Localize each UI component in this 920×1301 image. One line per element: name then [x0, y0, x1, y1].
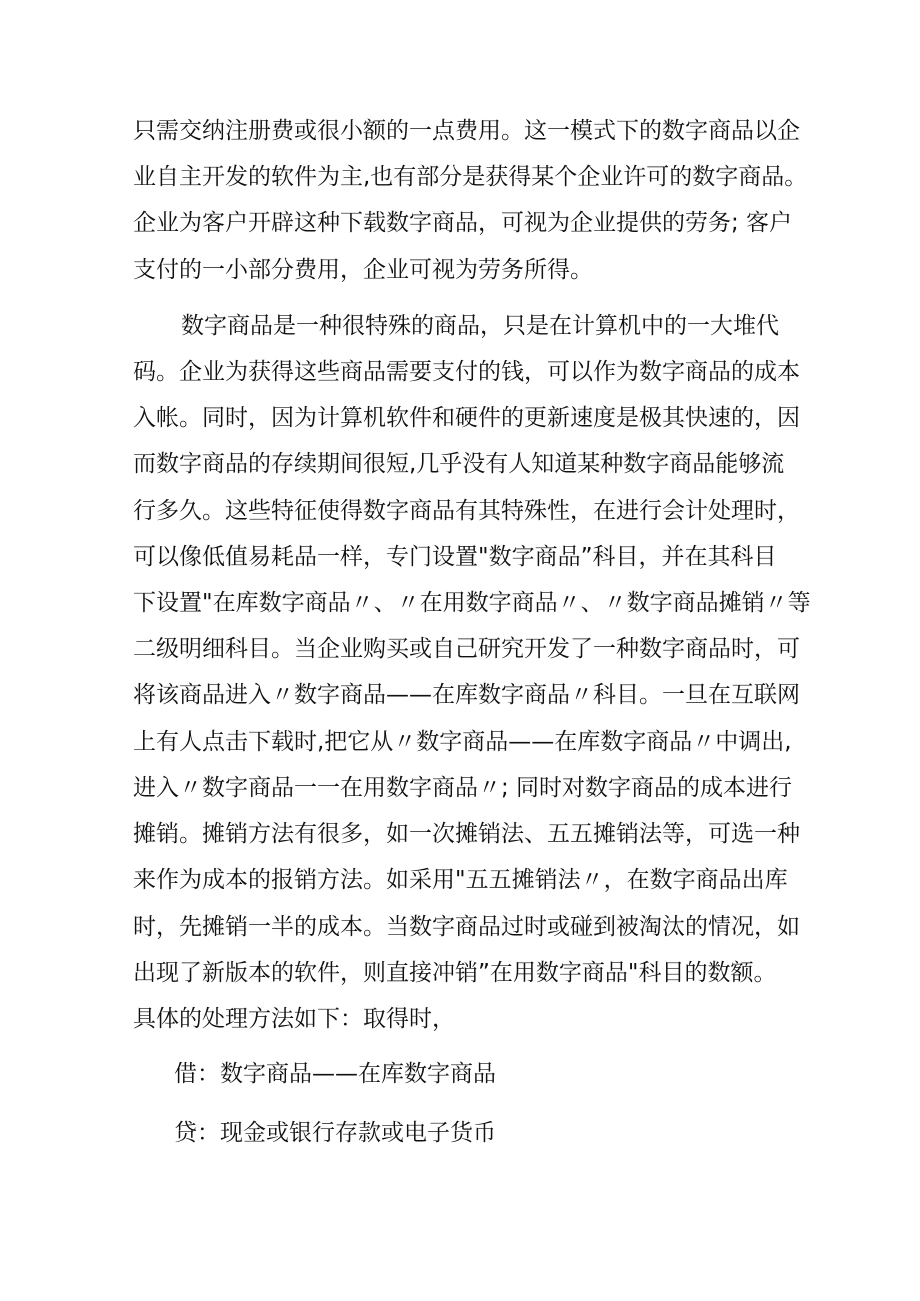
paragraph-line: 上有人点击下载时,把它从〃数字商品——在库数字商品〃中调出, [133, 729, 792, 755]
credit-entry: 贷：现金或银行存款或电子货币 [174, 1120, 496, 1146]
paragraph-line: 而数字商品的存续期间很短,几乎没有人知道某种数字商品能够流 [133, 451, 785, 477]
paragraph-line: 下设置"在库数字商品〃、〃在用数字商品〃、〃数字商品摊销〃等 [133, 590, 811, 616]
paragraph-line: 将该商品进入〃数字商品——在库数字商品〃科目。一旦在互联网 [133, 682, 800, 708]
paragraph-line: 具体的处理方法如下：取得时， [133, 1006, 455, 1032]
paragraph-line: 行多久。这些特征使得数字商品有其特殊性，在进行会计处理时， [133, 498, 800, 524]
paragraph-line: 摊销。摊销方法有很多，如一次摊销法、五五摊销法等，可选一种 [133, 821, 800, 847]
paragraph-line: 进入〃数字商品一一在用数字商品〃; 同时对数字商品的成本进行 [133, 775, 793, 801]
paragraph-line: 只需交纳注册费或很小额的一点费用。这一模式下的数字商品以企 [133, 118, 800, 144]
debit-entry: 借：数字商品——在库数字商品 [174, 1061, 496, 1087]
paragraph-line: 时，先摊销一半的成本。当数字商品过时或碰到被淘汰的情况，如 [133, 914, 800, 940]
paragraph-line: 出现了新版本的软件，则直接冲销”在用数字商品"科目的数额。 [133, 960, 777, 986]
paragraph-line: 入帐。同时，因为计算机软件和硬件的更新速度是极其快速的，因 [133, 405, 800, 431]
paragraph-line: 企业为客户开辟这种下载数字商品，可视为企业提供的劳务; 客户 [133, 210, 793, 236]
paragraph-line: 数字商品是一种很特殊的商品，只是在计算机中的一大堆代 [181, 313, 779, 339]
paragraph-line: 码。企业为获得这些商品需要支付的钱，可以作为数字商品的成本 [133, 359, 800, 385]
paragraph-line: 支付的一小部分费用，企业可视为劳务所得。 [133, 257, 593, 283]
paragraph-line: 可以像低值易耗品一样，专门设置"数字商品”科目，并在其科目 [133, 544, 777, 570]
paragraph-line: 业自主开发的软件为主,也有部分是获得某个企业许可的数字商品。 [133, 164, 808, 190]
paragraph-line: 来作为成本的报销方法。如采用"五五摊销法〃，在数字商品出库 [133, 867, 788, 893]
paragraph-line: 二级明细科目。当企业购买或自己研究开发了一种数字商品时，可 [133, 636, 800, 662]
